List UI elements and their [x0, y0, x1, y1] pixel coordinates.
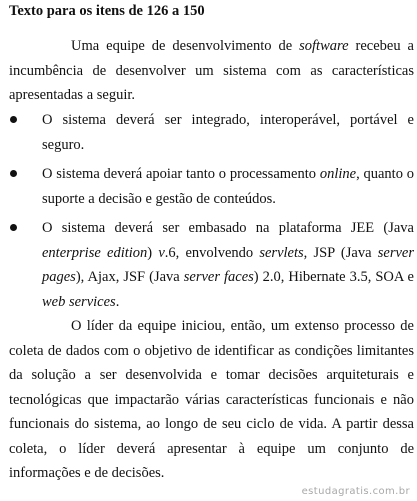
bullet-text-2	[42, 162, 414, 211]
bullet-3-text-2: )	[147, 244, 159, 261]
bullet-icon	[10, 170, 17, 177]
server-faces-term: server faces	[183, 269, 254, 285]
section-heading: Texto para os itens de 126 a 150	[9, 3, 205, 19]
intro-paragraph	[9, 34, 414, 108]
bullet-2-text-2: , quanto o suporte a decisão e gestão de conteúdos.	[42, 166, 414, 207]
closing-text: O líder da equipe iniciou, então, um extenso processo de coleta de dados com o objetivo de identificar as condições limitantes da solução a ser desenvolvida e tomar decisões arquiteturais e tecnológicas que impactarão várias características funcionais e não funcionais do sistema, ao longo de seu ciclo de vida. A partir dessa coleta, o líder deverá apresentar à equipe um conjunto de informações e de decisões.	[9, 318, 414, 481]
bullet-3-text-7: .	[115, 293, 120, 310]
bullet-3-text-6: ) 2.0, Hibernate 3.5, SOA e	[253, 269, 414, 285]
bullet-2-online-term: online	[319, 166, 357, 182]
bullet-text-1: O sistema deverá ser integrado, interoperável, portável e seguro.	[42, 112, 414, 153]
intro-software-term: software	[299, 38, 349, 54]
server-pages-term: server pages	[42, 244, 414, 285]
servlets-term: servlets	[259, 244, 304, 261]
bullet-3-text-4: , JSP (Java	[303, 244, 378, 261]
intro-text-2: recebeu a incumbência de desenvolver um sistema com as características apresentadas a seguir.	[9, 38, 414, 103]
bullet-2-text-1: O sistema deverá apoiar tanto o processamento	[42, 166, 320, 182]
intro-text-1: Uma equipe de desenvolvimento de	[71, 38, 300, 54]
bullet-icon	[10, 116, 17, 123]
web-services-term: web services	[42, 293, 116, 310]
version-prefix: v	[158, 244, 165, 261]
bullet-3-text-5: ), Ajax, JSF (Java	[75, 269, 184, 285]
enterprise-edition-term: enterprise edition	[42, 244, 148, 261]
bullet-3-text-1: O sistema deverá ser embasado na plataforma JEE (Java	[42, 220, 414, 236]
bullet-3-text-3: .6, envolvendo	[164, 244, 260, 261]
bullet-text-3	[42, 216, 414, 314]
site-watermark: estudagratis.com.br	[301, 486, 410, 497]
bullet-icon	[10, 224, 17, 231]
closing-paragraph	[9, 314, 414, 486]
